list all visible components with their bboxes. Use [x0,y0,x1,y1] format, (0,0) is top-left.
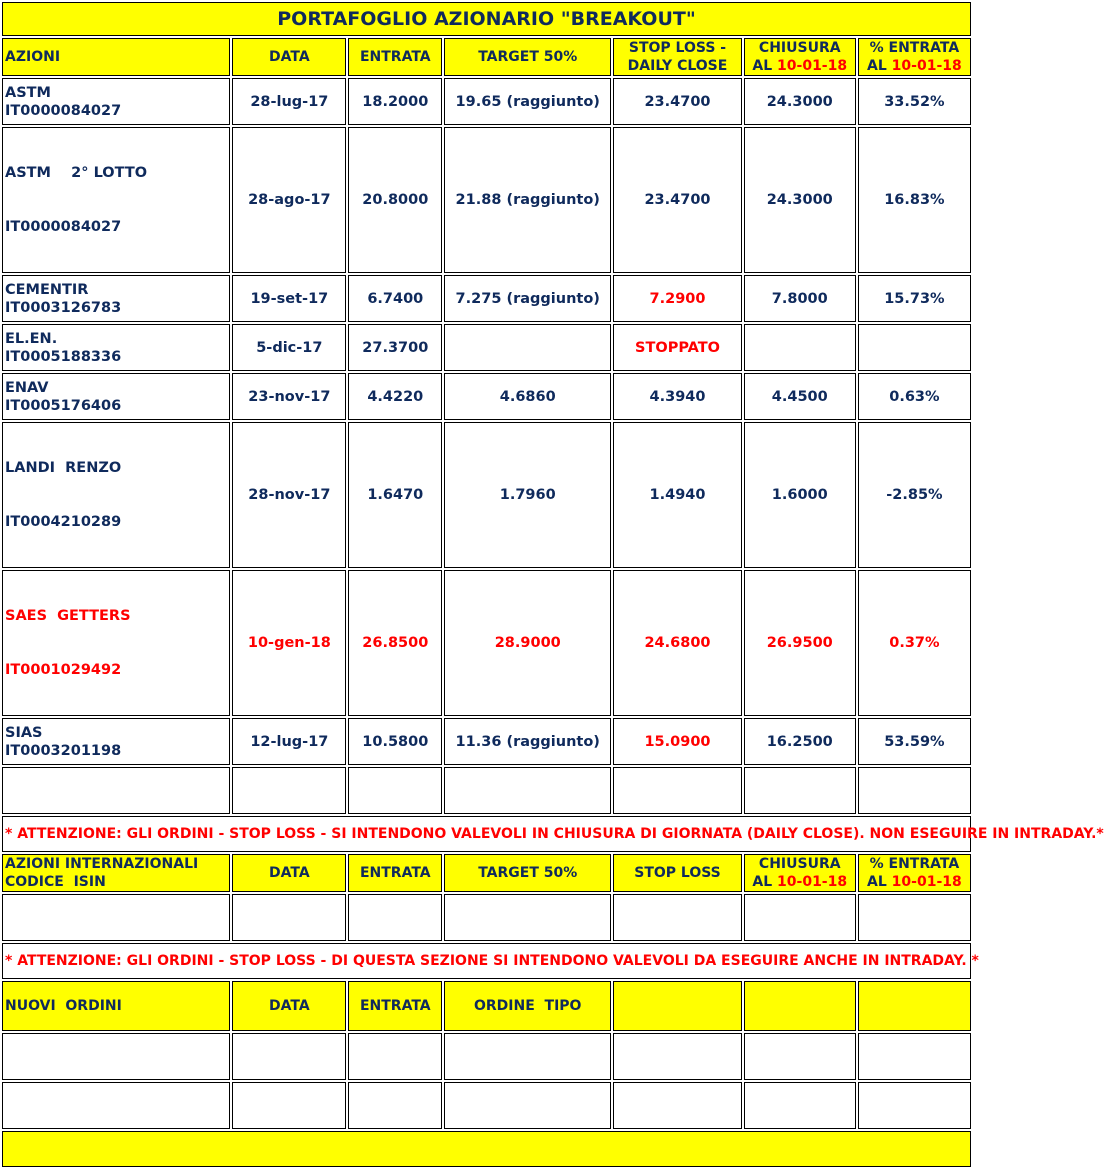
stock-name-cell [2,570,230,716]
cell-data: 12-lug-17 [232,718,346,765]
stock-isin: IT0000084027 [5,102,122,119]
empty-cell [613,767,741,814]
empty-cell [444,1082,611,1129]
title-row [2,2,971,36]
table-row [2,570,971,716]
table-row [2,324,971,371]
stock-name-cell [2,127,230,273]
header-chiusura-date: 10-01-18 [777,874,848,890]
empty-cell [2,894,230,941]
header-azioni: AZIONI [2,38,230,76]
header-target: TARGET 50% [444,38,611,76]
header-pct-entrata [858,38,971,76]
empty-cell [444,1033,611,1080]
cell-chiusura: 26.9500 [744,570,856,716]
header-chiusura-line1: CHIUSURA [758,856,841,872]
header-pct-line1: % ENTRATA [869,856,960,872]
stock-isin: IT0005188336 [5,348,122,365]
header-chiusura-line2 [747,57,853,75]
empty-cell [348,894,442,941]
header-entrata: ENTRATA [348,38,442,76]
header-chiusura-prefix: AL [752,58,773,74]
header-chiusura-prefix: AL [752,874,773,890]
stock-isin: IT0005176406 [5,397,122,414]
footer-bar [2,1131,971,1167]
header-intl-line2: CODICE ISIN [5,874,106,890]
cell-chiusura: 7.8000 [744,275,856,322]
cell-stop: 15.0900 [613,718,741,765]
table-row [2,718,971,765]
stock-name: ASTM 2° LOTTO [5,165,148,181]
cell-target: 28.9000 [444,570,611,716]
stock-name-cell [2,78,230,125]
stock-name: ENAV [5,379,49,396]
empty-cell [858,767,971,814]
header-chiusura-date: 10-01-18 [777,58,848,74]
cell-stop: 23.4700 [613,127,741,273]
cell-data: 28-ago-17 [232,127,346,273]
stock-isin: IT0003201198 [5,742,122,759]
cell-data: 23-nov-17 [232,373,346,420]
cell-data: 19-set-17 [232,275,346,322]
cell-stop: 4.3940 [613,373,741,420]
cell-pct [858,324,971,371]
cell-target: 1.7960 [444,422,611,568]
cell-stop: 7.2900 [613,275,741,322]
cell-target: 21.88 (raggiunto) [444,127,611,273]
warning-row-daily [2,816,971,852]
empty-cell [858,894,971,941]
header-chiusura-line2 [747,873,853,891]
stock-isin: IT0004210289 [5,514,122,530]
table-row [2,127,971,273]
cell-entrata: 20.8000 [348,127,442,273]
cell-entrata: 4.4220 [348,373,442,420]
header-pct-prefix: AL [867,874,887,890]
header-row-international [2,854,971,892]
cell-chiusura: 4.4500 [744,373,856,420]
empty-cell [232,894,346,941]
stock-name: ASTM [5,84,51,101]
cell-stop: 1.4940 [613,422,741,568]
header-intl-line1: AZIONI INTERNAZIONALI [5,856,199,872]
header-chiusura [744,38,856,76]
warning-daily-close: * ATTENZIONE: GLI ORDINI - STOP LOSS - SI INTENDONO VALEVOLI IN CHIUSURA DI GIORNATA (DAILY CLOSE). NON ESEGUIRE IN INTRADAY.* [2,816,971,852]
cell-target [444,324,611,371]
empty-cell [2,1033,230,1080]
empty-row [2,1082,971,1129]
header-nuovi-ordini: NUOVI ORDINI [2,981,230,1031]
cell-target: 7.275 (raggiunto) [444,275,611,322]
header-entrata: ENTRATA [348,981,442,1031]
cell-data: 5-dic-17 [232,324,346,371]
footer-row [2,1131,971,1167]
cell-entrata: 18.2000 [348,78,442,125]
empty-cell [744,894,856,941]
empty-cell [232,1033,346,1080]
cell-pct: 0.63% [858,373,971,420]
header-stop-line2: DAILY CLOSE [627,58,728,74]
header-ordine-tipo: ORDINE TIPO [444,981,611,1031]
empty-cell [444,767,611,814]
empty-cell [858,1033,971,1080]
header-pct-date: 10-01-18 [891,58,962,74]
cell-pct: 33.52% [858,78,971,125]
header-data: DATA [232,981,346,1031]
header-empty [858,981,971,1031]
header-target: TARGET 50% [444,854,611,892]
header-empty [613,981,741,1031]
header-row-new-orders [2,981,971,1031]
cell-pct: 15.73% [858,275,971,322]
cell-stop: 23.4700 [613,78,741,125]
header-data: DATA [232,854,346,892]
header-empty [744,981,856,1031]
page-title: PORTAFOGLIO AZIONARIO "BREAKOUT" [2,2,971,36]
warning-intraday: * ATTENZIONE: GLI ORDINI - STOP LOSS - DI QUESTA SEZIONE SI INTENDONO VALEVOLI DA ESEGUIRE ANCHE IN INTRADAY. * [2,943,971,979]
cell-pct: 53.59% [858,718,971,765]
cell-stop: STOPPATO [613,324,741,371]
cell-pct: -2.85% [858,422,971,568]
empty-cell [232,767,346,814]
empty-cell [2,1082,230,1129]
header-entrata: ENTRATA [348,854,442,892]
header-pct-entrata [858,854,971,892]
cell-target: 11.36 (raggiunto) [444,718,611,765]
stock-name-cell [2,275,230,322]
empty-cell [348,767,442,814]
empty-cell [348,1033,442,1080]
stock-name-cell [2,422,230,568]
empty-cell [613,1082,741,1129]
stock-name: SIAS [5,724,43,741]
empty-row [2,894,971,941]
header-azioni-internazionali [2,854,230,892]
stock-isin: IT0003126783 [5,299,122,316]
table-row [2,78,971,125]
header-pct-prefix: AL [867,58,887,74]
stock-name-cell [2,373,230,420]
empty-cell [2,767,230,814]
header-pct-line2 [861,57,968,75]
stock-name: CEMENTIR [5,281,89,298]
header-pct-line2 [861,873,968,891]
empty-cell [744,767,856,814]
warning-row-intraday [2,943,971,979]
table-row [2,275,971,322]
stock-isin: IT0001029492 [5,662,122,678]
stock-name: SAES GETTERS [5,608,131,624]
header-data: DATA [232,38,346,76]
cell-data: 10-gen-18 [232,570,346,716]
cell-data: 28-lug-17 [232,78,346,125]
stock-name-cell [2,324,230,371]
empty-cell [613,894,741,941]
stock-isin: IT0000084027 [5,219,122,235]
cell-entrata: 6.7400 [348,275,442,322]
cell-chiusura: 1.6000 [744,422,856,568]
cell-target: 19.65 (raggiunto) [444,78,611,125]
header-chiusura-line1: CHIUSURA [758,40,841,56]
empty-cell [744,1082,856,1129]
empty-cell [858,1082,971,1129]
header-pct-line1: % ENTRATA [869,40,960,56]
empty-cell [444,894,611,941]
stock-name-cell [2,718,230,765]
empty-cell [744,1033,856,1080]
cell-pct: 0.37% [858,570,971,716]
stock-name: LANDI RENZO [5,460,122,476]
header-chiusura [744,854,856,892]
stock-name: EL.EN. [5,330,58,347]
cell-entrata: 10.5800 [348,718,442,765]
cell-pct: 16.83% [858,127,971,273]
table-row [2,422,971,568]
cell-chiusura: 16.2500 [744,718,856,765]
header-stop-loss [613,38,741,76]
empty-cell [232,1082,346,1129]
cell-chiusura [744,324,856,371]
empty-row [2,1033,971,1080]
cell-chiusura: 24.3000 [744,127,856,273]
cell-target: 4.6860 [444,373,611,420]
header-stop-line1: STOP LOSS - [628,40,727,56]
cell-chiusura: 24.3000 [744,78,856,125]
empty-row [2,767,971,814]
empty-cell [348,1082,442,1129]
header-stop-loss: STOP LOSS [613,854,741,892]
cell-entrata: 27.3700 [348,324,442,371]
cell-data: 28-nov-17 [232,422,346,568]
cell-entrata: 1.6470 [348,422,442,568]
table-row [2,373,971,420]
header-pct-date: 10-01-18 [891,874,962,890]
cell-stop: 24.6800 [613,570,741,716]
cell-entrata: 26.8500 [348,570,442,716]
header-row-main [2,38,971,76]
empty-cell [613,1033,741,1080]
